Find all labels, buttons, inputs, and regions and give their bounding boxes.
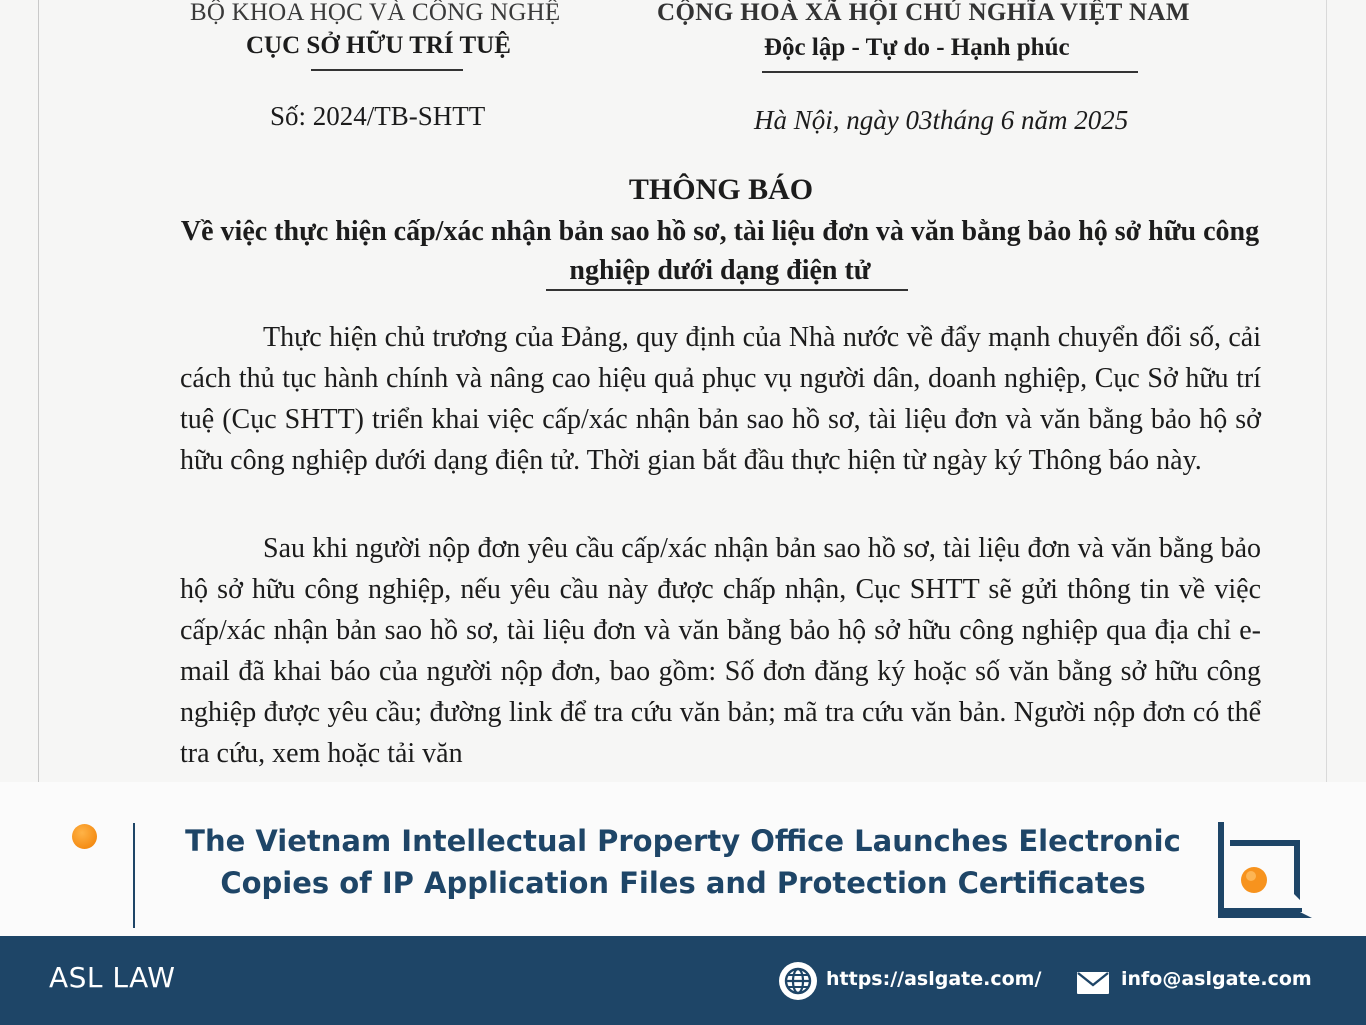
document-title: THÔNG BÁO <box>628 173 814 206</box>
office-name: CỤC SỞ HỮU TRÍ TUỆ <box>246 32 511 59</box>
document-paragraph-1: Thực hiện chủ trương của Đảng, quy định của Nhà nước về đẩy mạnh chuyển đổi số, cải cách thủ tục hành chính và nâng cao hiệu quả phục vụ người dân, doanh nghiệp, Cục Sở hữu trí tuệ (Cục SHTT) triển khai việc cấp/xác nhận bản sao hồ sơ, tài liệu đơn và văn bằng bảo hộ sở hữu công nghiệp dưới dạng điện tử. Thời gian bắt đầu thực hiện từ ngày ký Thông báo này. <box>180 322 1261 476</box>
caption-divider <box>133 823 135 928</box>
email-link[interactable]: info@aslgate.com <box>1121 968 1312 990</box>
brand-name: ASL LAW <box>49 961 176 994</box>
bullet-dot-icon <box>72 824 97 849</box>
website-link[interactable]: https://aslgate.com/ <box>826 968 1042 990</box>
office-underline <box>311 69 463 71</box>
document-subtitle: Về việc thực hiện cấp/xác nhận bản sao hồ sơ, tài liệu đơn và văn bằng bảo hộ sở hữu công nghiệp dưới dạng điện tử <box>180 216 1260 286</box>
mail-icon <box>1077 972 1109 994</box>
country-motto: Độc lập - Tự do - Hạnh phúc <box>764 34 1070 61</box>
page-edge-right <box>1326 0 1327 782</box>
motto-underline <box>762 71 1138 73</box>
country-name: CỘNG HOÀ XÃ HỘI CHỦ NGHĨA VIỆT NAM <box>657 0 1190 26</box>
document-date: Hà Nội, ngày 03tháng 6 năm 2025 <box>754 105 1129 135</box>
asl-logo-icon <box>1218 822 1318 918</box>
document-paragraph-2: Sau khi người nộp đơn yêu cầu cấp/xác nhận bản sao hồ sơ, tài liệu đơn và văn bằng bảo hộ sở hữu công nghiệp, nếu yêu cầu này được chấp nhận, Cục SHTT sẽ gửi thông tin về việc cấp/xác nhận bản sao hồ sơ, tài liệu đơn và văn bằng bảo hộ sở hữu công nghiệp qua địa chỉ e-mail đã khai báo của người nộp đơn, bao gồm: Số đơn đăng ký hoặc số văn bằng sở hữu công nghiệp được yêu cầu; đường link để tra cứu văn bản; mã tra cứu văn bản. Người nộp đơn có thể tra cứu, xem hoặc tải văn <box>180 533 1261 769</box>
subtitle-underline <box>546 289 908 291</box>
document-number: Số: 2024/TB-SHTT <box>270 101 486 131</box>
article-headline: The Vietnam Intellectual Property Office Launches Electronic Copies of IP Application Files and Protection Certificates <box>185 824 1181 900</box>
page-edge-left <box>38 0 39 782</box>
globe-icon <box>779 962 817 1000</box>
ministry-name: BỘ KHOA HỌC VÀ CÔNG NGHỆ <box>190 0 561 26</box>
